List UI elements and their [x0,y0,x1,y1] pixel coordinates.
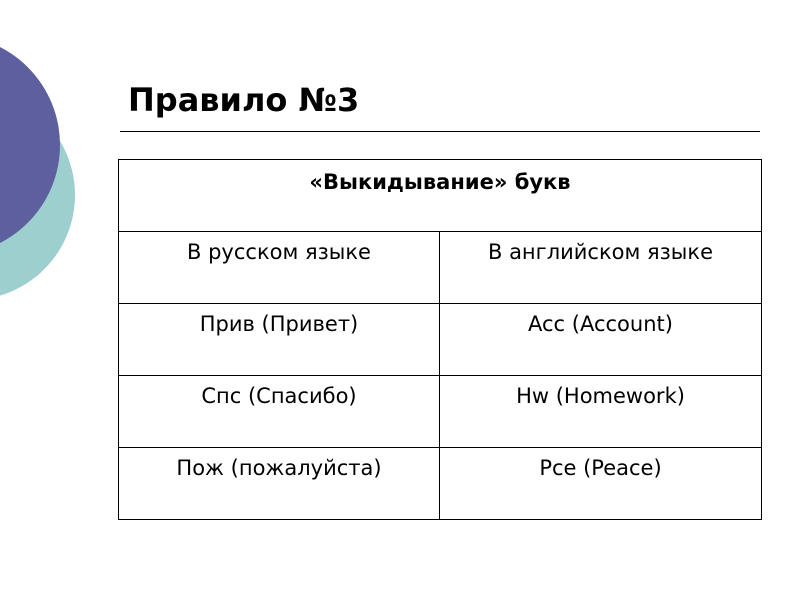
slide-title: Правило №3 [128,81,360,119]
table-header: «Выкидывание» букв [119,160,762,232]
table-row [119,448,762,520]
table-cell-russian: Прив (Привет) [119,304,440,376]
title-divider [120,131,760,132]
table-cell-english: Acc (Account) [440,304,762,376]
table-row [119,304,762,376]
table-header-row [119,160,762,232]
table-cell-russian: Спс (Спасибо) [119,376,440,448]
column-header-english: В английском языке [440,232,762,304]
table-row [119,376,762,448]
table-column-headers [119,232,762,304]
table-cell-russian: Пож (пожалуйста) [119,448,440,520]
column-header-russian: В русском языке [119,232,440,304]
table-cell-english: Pce (Peace) [440,448,762,520]
table-cell-english: Hw (Homework) [440,376,762,448]
abbreviation-table [118,159,762,520]
